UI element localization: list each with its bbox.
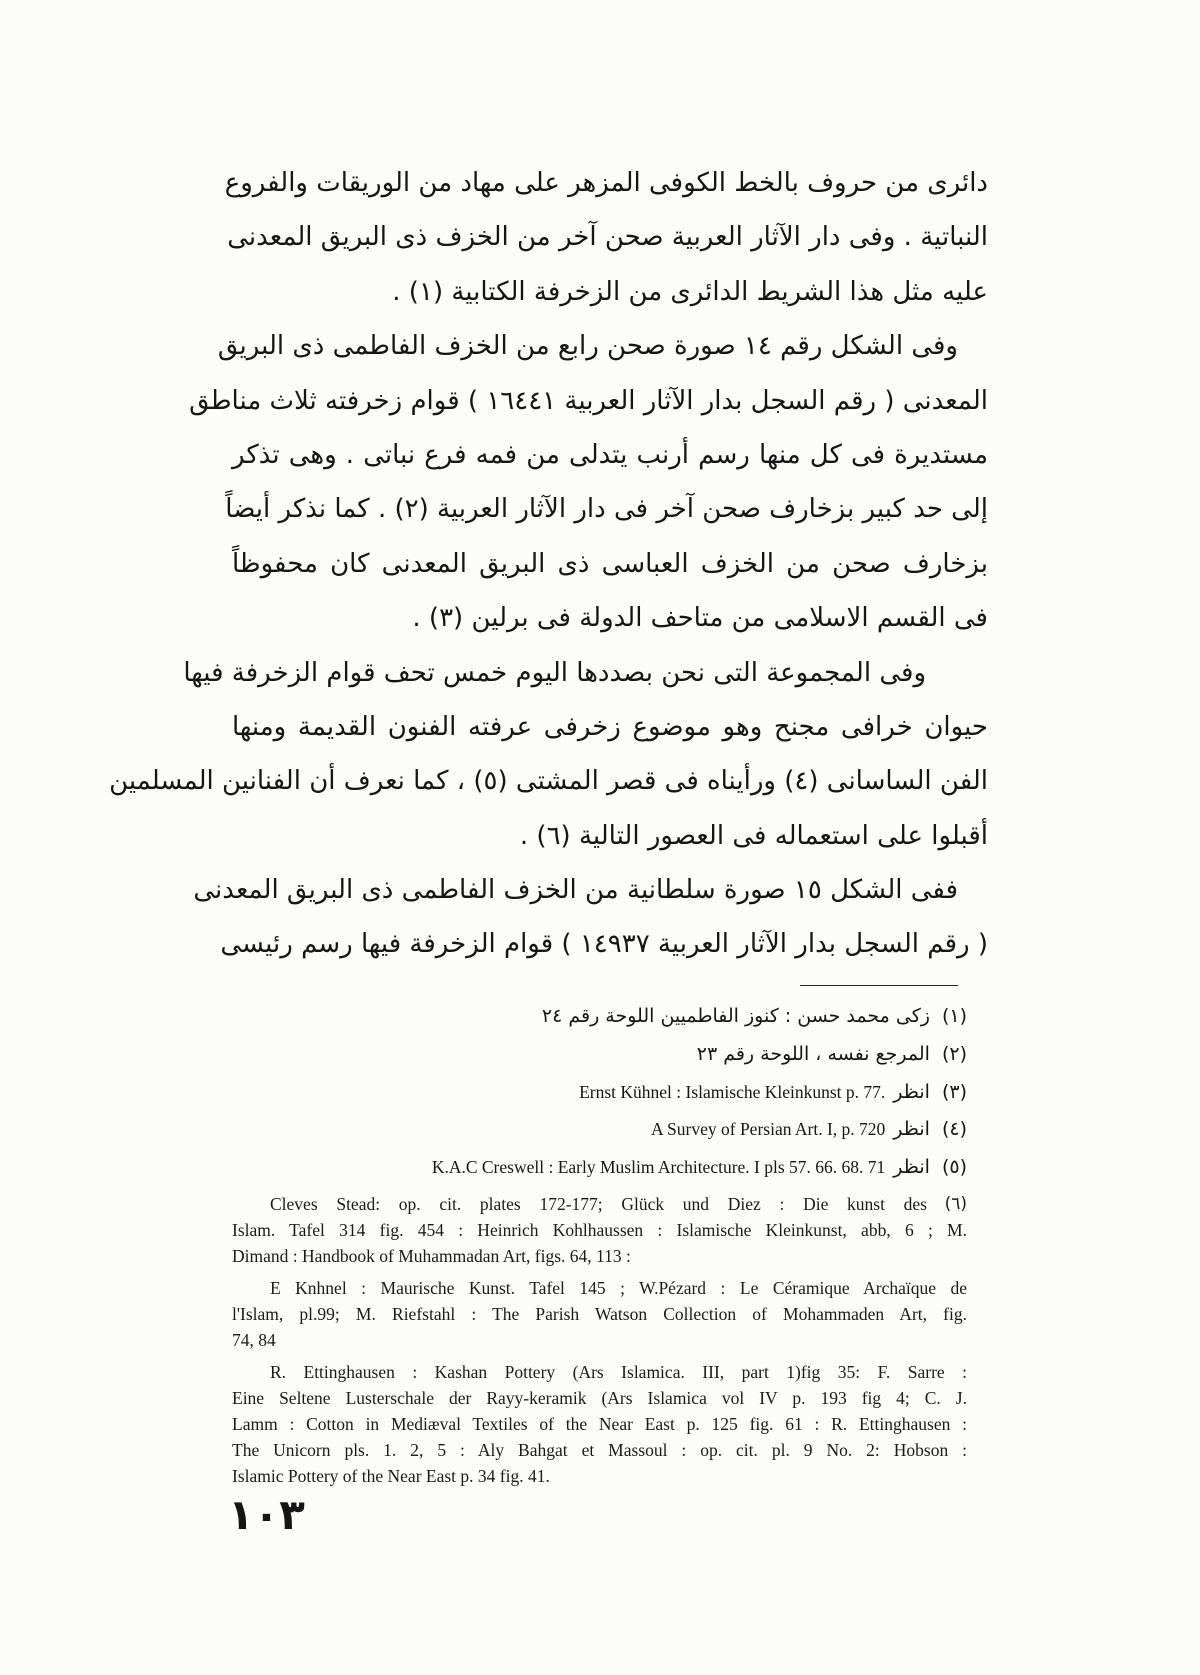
footnote-5 — [232, 1149, 967, 1187]
paragraph — [193, 863, 988, 972]
footnote-line: Lamm : Cotton in Mediæval Textiles of the Near East p. 125 fig. 61 : R. Ettinghausen : — [232, 1414, 967, 1434]
footnote-line: Eine Seltene Lusterschale der Rayy-keramik (Ars Islamica vol IV p. 193 fig 4; C. J. — [232, 1388, 967, 1408]
footnote-number: (٢) — [941, 1042, 967, 1065]
footnote-number: (٥) — [941, 1156, 967, 1179]
body-line: عليه مثل هذا الشريط الدائرى من الزخرفة الكتابية (١) . — [392, 276, 988, 307]
footnote-text: زكى محمد حسن : كنوز الفاطميين اللوحة رقم ٢٤ — [541, 1005, 930, 1027]
footnote-line: E Knhnel : Maurische Kunst. Tafel 145 ; W.Pézard : Le Céramique Archaïque de — [270, 1278, 967, 1298]
body-line: ففى الشكل ١٥ صورة سلطانية من الخزف الفاطمى ذى البريق المعدنى — [193, 875, 958, 906]
footnote-line: R. Ettinghausen : Kashan Pottery (Ars Islamica. III, part 1)fig 35: F. Sarre : — [270, 1362, 967, 1382]
footnote-line: 74, 84 — [232, 1330, 276, 1350]
body-line: أقبلوا على استعماله فى العصور التالية (٦) . — [519, 820, 988, 851]
footnote-line: Islamic Pottery of the Near East p. 34 fig. 41. — [232, 1466, 550, 1486]
footnote-label: انظر — [893, 1118, 930, 1141]
footnote-3 — [232, 1074, 967, 1112]
body-line: وفى المجموعة التى نحن بصددها اليوم خمس تحف قوام الزخرفة فيها — [183, 657, 926, 688]
footnote-number: (٣) — [941, 1080, 967, 1103]
page-number: ١٠٣ — [228, 1490, 305, 1539]
body-line: حيوان خرافى مجنح وهو موضوع زخرفى عرفته الفنون القديمة ومنها — [232, 711, 988, 742]
footnote-label: انظر — [893, 1156, 930, 1179]
body-line: النباتية . وفى دار الآثار العربية صحن آخر من الخزف ذى البريق المعدنى — [227, 222, 988, 253]
footnote-separator — [800, 985, 958, 986]
footnote-line: Dimand : Handbook of Muhammadan Art, figs. 64, 113 : — [232, 1246, 631, 1266]
body-line: مستديرة فى كل منها رسم أرنب يتدلى من فمه فرع نباتى . وهى تذكر — [232, 439, 988, 470]
footnote-text: المرجع نفسه ، اللوحة رقم ٢٣ — [696, 1042, 930, 1065]
footnote-label: انظر — [893, 1080, 930, 1103]
footnote-number: (١) — [941, 1005, 967, 1027]
footnote-reference: A Survey of Persian Art. I, p. 720 — [651, 1119, 886, 1140]
footnote-number: (٦) — [944, 1194, 967, 1214]
footnote-text: Cleves Stead: op. cit. plates 172-177; Glück und Diez : Die kunst des — [270, 1194, 927, 1214]
main-text — [109, 156, 988, 972]
footnote-number: (٤) — [941, 1118, 967, 1141]
body-line: المعدنى ( رقم السجل بدار الآثار العربية ١٦٤٤١ ) قوام زخرفته ثلاث مناطق — [189, 385, 988, 416]
footnote-line: The Unicorn pls. 1. 2, 5 : Aly Bahgat et Massoul : op. cit. pl. 9 No. 2: Hobson : — [232, 1440, 967, 1460]
body-line: ( رقم السجل بدار الآثار العربية ١٤٩٣٧ ) قوام الزخرفة فيها رسم رئيسى — [220, 929, 988, 960]
footnote-line — [232, 1191, 967, 1217]
body-line: إلى حد كبير بزخارف صحن آخر فى دار الآثار العربية (٢) . كما نذكر أيضاً — [225, 494, 988, 525]
footnotes — [232, 998, 967, 1187]
body-line: فى القسم الاسلامى من متاحف الدولة فى برلين (٣) . — [412, 603, 988, 634]
footnote-6 — [232, 1191, 967, 1489]
footnote-2 — [232, 1036, 967, 1074]
paragraph — [224, 156, 988, 319]
body-line: وفى الشكل رقم ١٤ صورة صحن رابع من الخزف الفاطمى ذى البريق — [217, 331, 958, 362]
body-line: بزخارف صحن من الخزف العباسى ذى البريق المعدنى كان محفوظاً — [232, 548, 988, 579]
footnote-reference: Ernst Kühnel : Islamische Kleinkunst p. 77. — [579, 1081, 886, 1102]
footnote-line: Islam. Tafel 314 fig. 454 : Heinrich Kohlhaussen : Islamische Kleinkunst, abb, 6 ; M. — [232, 1220, 967, 1240]
paragraph — [109, 646, 988, 864]
footnote-4 — [232, 1111, 967, 1149]
footnote-reference: K.A.C Creswell : Early Muslim Architecture. I pls 57. 66. 68. 71 — [431, 1157, 886, 1178]
body-line: الفن الساسانى (٤) ورأيناه فى قصر المشتى (٥) ، كما نعرف أن الفنانين المسلمين — [109, 766, 988, 797]
body-line: دائرى من حروف بالخط الكوفى المزهر على مهاد من الوريقات والفروع — [224, 168, 988, 198]
footnote-line: l'Islam, pl.99; M. Riefstahl : The Parish Watson Collection of Mohammaden Art, fig. — [232, 1304, 967, 1324]
paragraph — [189, 319, 988, 645]
footnote-1 — [232, 998, 967, 1036]
